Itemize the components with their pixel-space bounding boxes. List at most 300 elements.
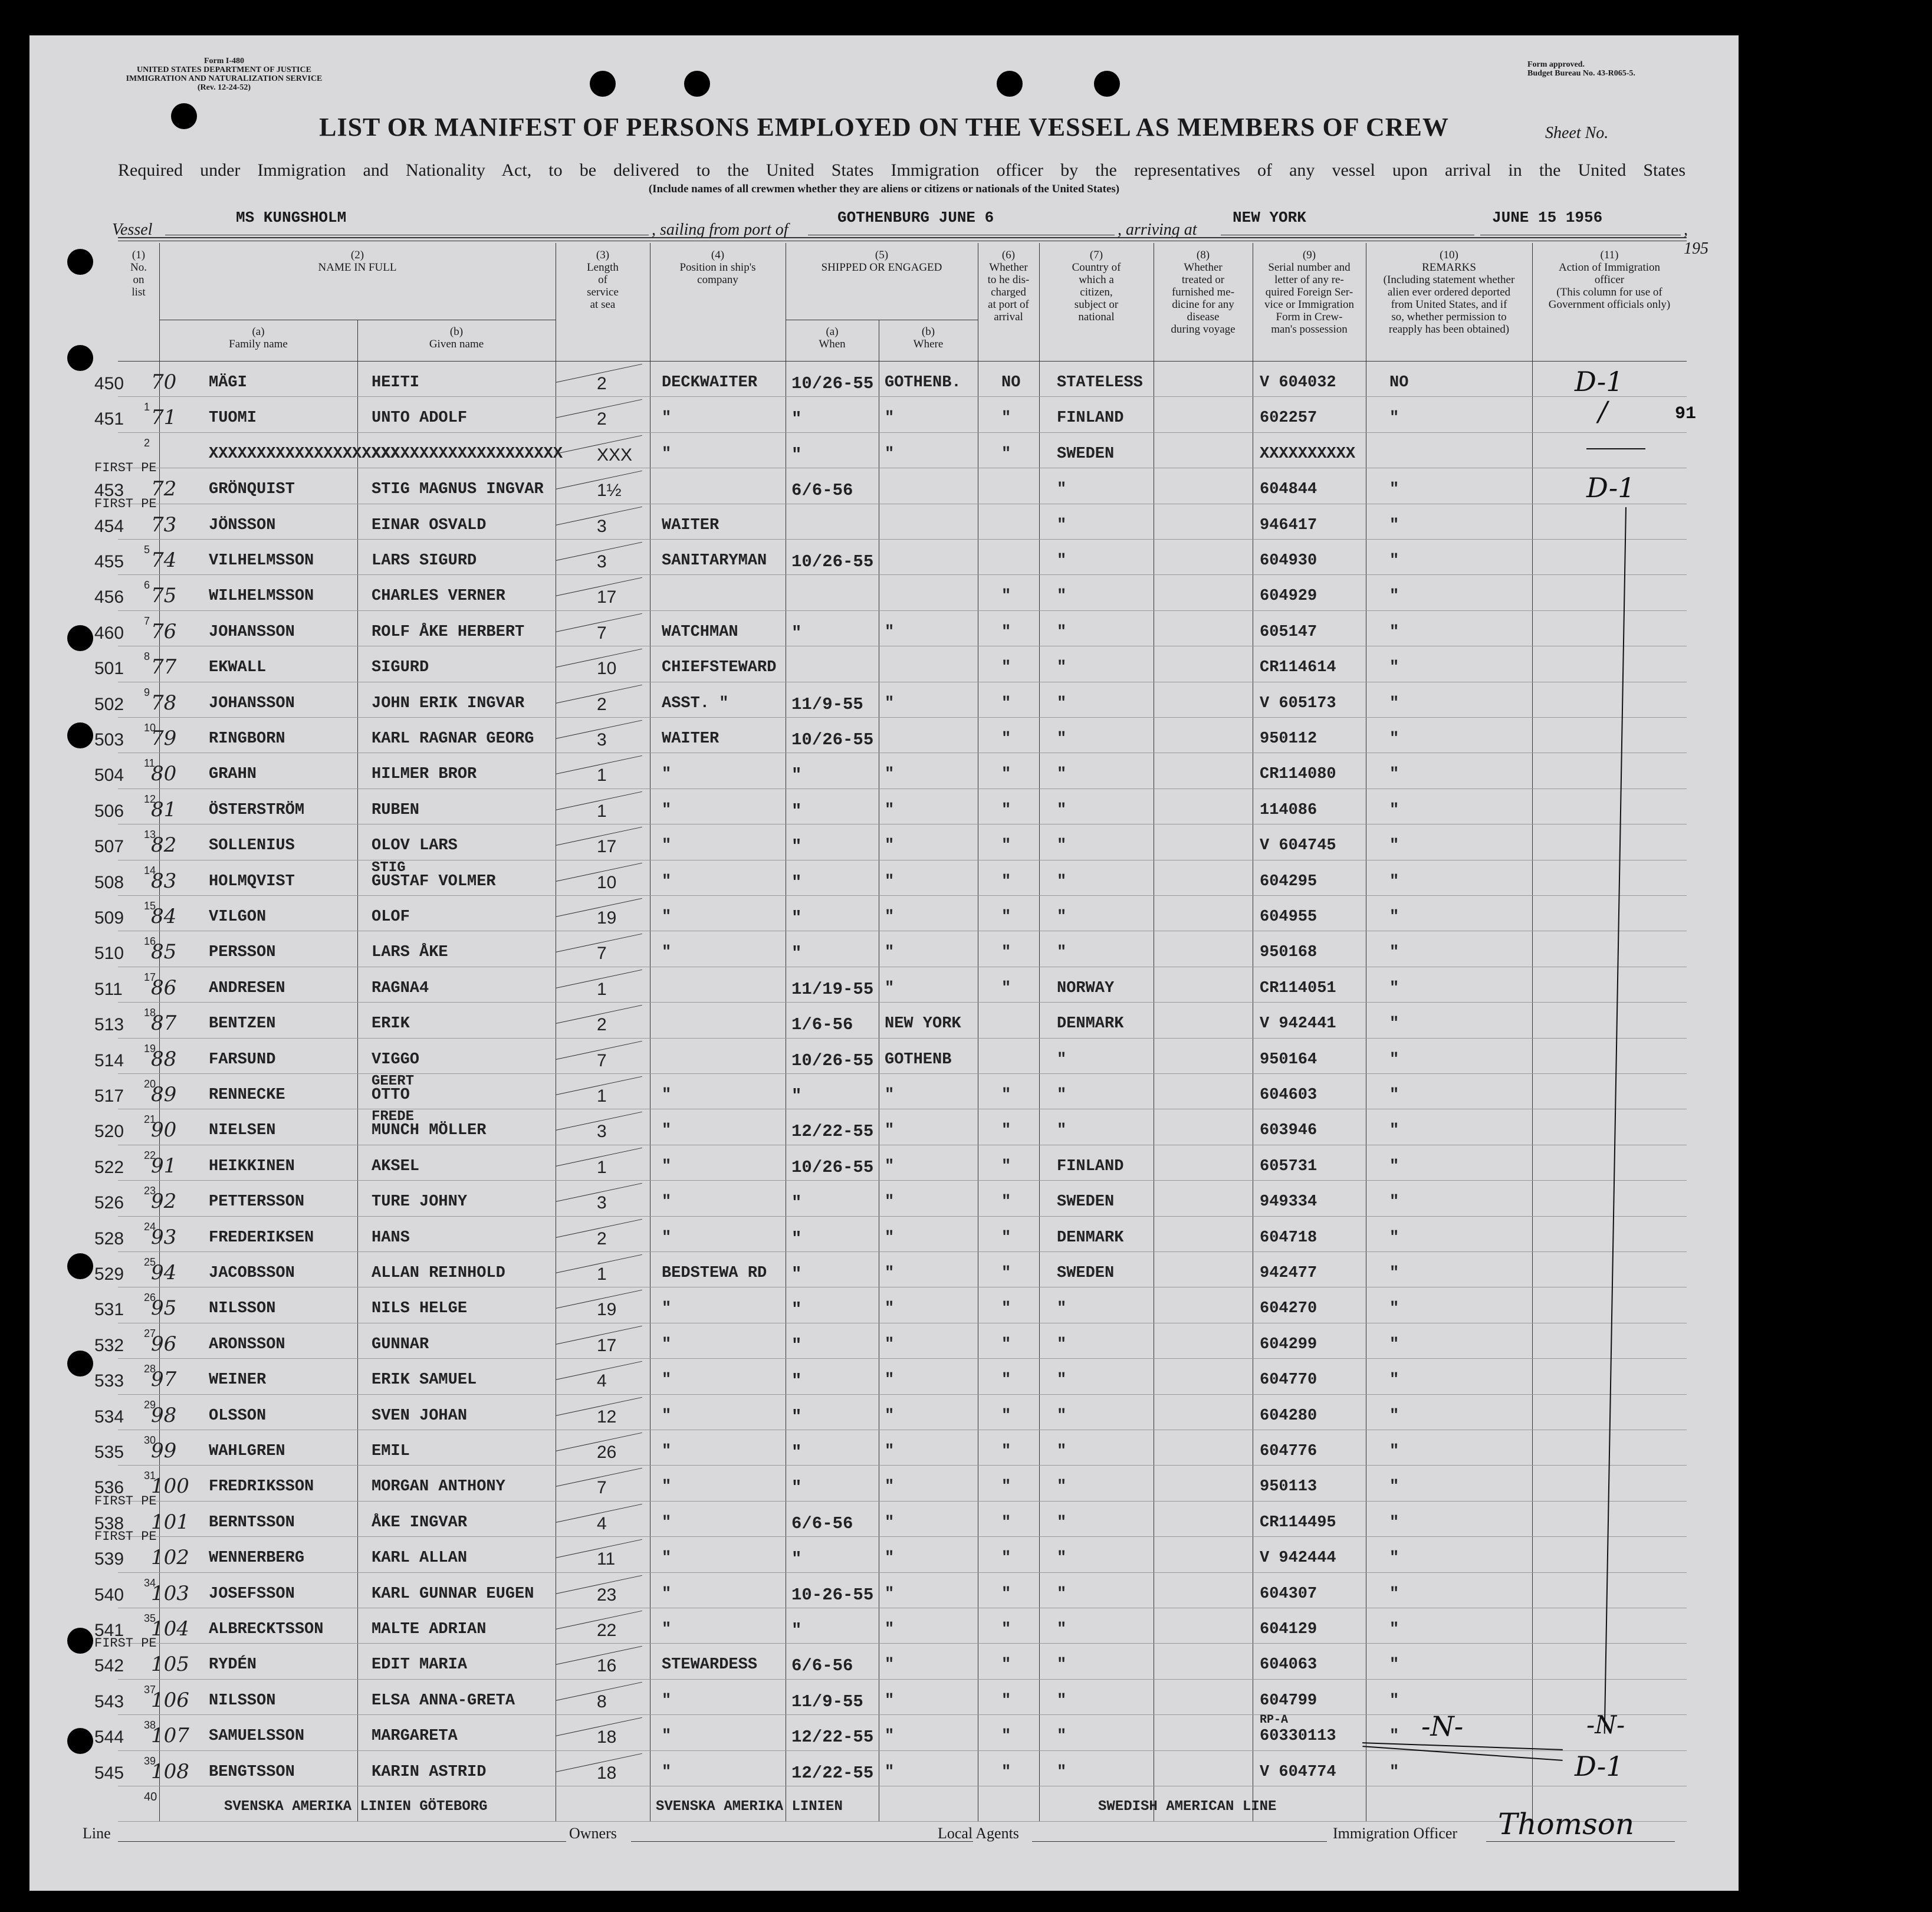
serial-number: 602257 [1260, 409, 1317, 428]
column-header-text: list [132, 286, 146, 298]
length-of-service: 7 [597, 1478, 607, 1498]
row-line-number: 15 [144, 900, 156, 912]
shipped-where: " [885, 979, 895, 997]
row-rule [118, 1394, 1687, 1395]
column-header-text: vice or Immigration [1264, 298, 1354, 311]
punch-hole [1094, 71, 1120, 97]
column-header-text: service [587, 286, 619, 298]
discharged-flag: " [1001, 1086, 1011, 1104]
footer-agents-label: Local Agents [938, 1825, 1019, 1842]
column-header-text: arrival [994, 311, 1023, 323]
discharged-flag: " [1001, 1264, 1011, 1282]
column-header-text: (Including statement whether [1383, 274, 1515, 286]
shipped-where: " [885, 908, 895, 926]
shipped-when: 12/22-55 [791, 1763, 874, 1783]
column-header-text: (10) [1440, 249, 1458, 261]
length-of-service: 17 [597, 587, 617, 607]
given-name: EDIT MARIA [372, 1656, 468, 1674]
given-name: EINAR OSVALD [372, 516, 487, 534]
remarks: " [1389, 659, 1399, 677]
serial-number: V 604774 [1260, 1763, 1336, 1781]
header-rule [118, 361, 1687, 362]
row-rule [118, 1501, 1687, 1502]
given-name: CHARLES VERNER [372, 587, 505, 606]
row-rule [118, 1251, 1687, 1252]
footer-line-label: Line [83, 1825, 111, 1842]
row-line-number: 9 [144, 686, 150, 698]
col-header-given [357, 326, 556, 350]
row-first-pe: FIRST PE [94, 1529, 157, 1545]
country: " [1057, 659, 1067, 677]
col-header-remarks [1366, 249, 1532, 336]
length-of-service: XXX [597, 445, 633, 465]
position-in-company: " [662, 1371, 672, 1389]
position-in-company: " [662, 1691, 672, 1710]
discharged-flag: " [1001, 872, 1011, 891]
discharged-flag: " [1001, 409, 1011, 428]
row-handwritten-number: 93 [151, 1225, 177, 1249]
shipped-where: " [885, 837, 895, 855]
given-name: KARIN ASTRID [372, 1763, 487, 1781]
serial-number: 604930 [1260, 552, 1317, 570]
row-first-pe: FIRST PE [94, 496, 157, 511]
row-line-number: 31 [144, 1470, 156, 1482]
discharged-flag: " [1001, 1513, 1011, 1532]
shipped-when: 11/19-55 [791, 979, 874, 999]
row-line-number: 1 [144, 401, 150, 413]
given-name: LARS ÅKE [372, 944, 448, 962]
shipped-where: " [885, 766, 895, 784]
family-name: SAMUELSSON [209, 1727, 305, 1746]
serial-number: 604955 [1260, 908, 1317, 926]
length-of-service: 1 [597, 766, 607, 786]
row-number: 455 [94, 552, 124, 571]
shipped-where: " [885, 1585, 895, 1603]
length-of-service: 3 [597, 1193, 607, 1213]
shipped-when: " [791, 1371, 802, 1391]
discharged-flag: " [1001, 1585, 1011, 1603]
sailing-port: GOTHENBURG JUNE 6 [837, 209, 994, 226]
column-header-text: Where [913, 338, 944, 350]
shipped-when: 10/26-55 [791, 1050, 874, 1070]
remarks: " [1389, 409, 1399, 428]
form-agency-block: Form I-480 UNITED STATES DEPARTMENT OF JUSTICE IMMIGRATION AND NATURALIZATION SERVICE (Rev. 12-24-52) [126, 57, 323, 92]
shipped-when: " [791, 1228, 802, 1249]
discharged-flag: " [1001, 1300, 1011, 1318]
row-handwritten-number: 73 [151, 513, 177, 537]
family-name: RENNECKE [209, 1086, 285, 1104]
shipped-when: " [791, 409, 802, 429]
punch-hole [67, 1628, 93, 1654]
column-header-text: letter of any re- [1274, 274, 1344, 286]
row-line-number: 8 [144, 651, 150, 663]
serial-number: 946417 [1260, 516, 1317, 534]
shipped-where: " [885, 1621, 895, 1638]
row-number: 522 [94, 1157, 124, 1177]
position-in-company: CHIEFSTEWARD [662, 659, 777, 677]
discharged-flag: " [1001, 1656, 1011, 1674]
column-header-text: (7) [1089, 249, 1103, 261]
row-line-number: 26 [144, 1292, 156, 1304]
serial-number: 950168 [1260, 944, 1317, 962]
family-name: FREDERIKSEN [209, 1228, 314, 1247]
family-name: MÄGI [209, 374, 247, 392]
position-in-company: STEWARDESS [662, 1656, 758, 1674]
column-header-text: reapply has been obtained) [1388, 323, 1510, 336]
row-line-number: 28 [144, 1363, 156, 1375]
serial-number: CR114080 [1260, 766, 1336, 784]
row-handwritten-number: 70 [151, 370, 177, 394]
shipped-where: " [885, 1513, 895, 1532]
length-of-service: 4 [597, 1513, 607, 1533]
position-in-company: " [662, 1228, 672, 1247]
given-name: JOHN ERIK INGVAR [372, 694, 525, 712]
position-in-company: " [662, 837, 672, 855]
row-handwritten-number: 103 [151, 1581, 189, 1605]
given-name: ERIK SAMUEL [372, 1371, 477, 1389]
country: " [1057, 1621, 1067, 1638]
country: " [1057, 1691, 1067, 1710]
given-name: XXXXXXXXXXXXXXXXXXXX [372, 445, 563, 463]
row-number: 539 [94, 1549, 124, 1569]
column-header-text: Whether [989, 261, 1028, 274]
row-handwritten-number: 84 [151, 905, 177, 928]
footer-officer-label: Immigration Officer [1333, 1825, 1458, 1842]
row-handwritten-number: 85 [151, 940, 177, 964]
row-handwritten-number: 90 [151, 1118, 177, 1142]
family-name: PERSSON [209, 944, 276, 962]
discharged-flag: " [1001, 908, 1011, 926]
row-handwritten-number: 86 [151, 975, 177, 1000]
punch-hole [67, 249, 93, 275]
row-number: 509 [94, 908, 124, 928]
row-line-number: 23 [144, 1185, 156, 1197]
family-name: WENNERBERG [209, 1549, 305, 1568]
column-rule [357, 320, 358, 1821]
row-number: 453 [94, 481, 124, 501]
length-of-service: 19 [597, 908, 617, 928]
position-in-company: " [662, 801, 672, 819]
column-header-text: Given name [429, 338, 484, 350]
country: STATELESS [1057, 374, 1143, 392]
shipped-where: " [885, 1691, 895, 1710]
serial-number: 604280 [1260, 1407, 1317, 1425]
shipped-when: " [791, 766, 802, 786]
row-number: 528 [94, 1228, 124, 1249]
row-line-number: 11 [144, 757, 155, 770]
discharged-flag: " [1001, 730, 1011, 748]
given-name: ELSA ANNA-GRETA [372, 1691, 515, 1710]
shipped-where: " [885, 1727, 895, 1746]
punch-hole [67, 625, 93, 651]
row-rule [118, 1358, 1687, 1359]
officer-signature: Thomson [1498, 1807, 1635, 1841]
serial-number: 604770 [1260, 1371, 1317, 1389]
column-header-text: furnished me- [1171, 286, 1235, 298]
column-header-text: from United States, and if [1391, 298, 1507, 311]
position-in-company: " [662, 445, 672, 463]
position-in-company: " [662, 409, 672, 428]
given-name: OLOF [372, 908, 410, 926]
length-of-service: 1 [597, 1086, 607, 1106]
row-line-number: 10 [144, 722, 156, 734]
position-in-company: " [662, 872, 672, 891]
family-name: WEINER [209, 1371, 267, 1389]
shipped-where: NEW YORK [885, 1015, 961, 1033]
row-rule [118, 1465, 1687, 1466]
length-of-service: 1 [597, 979, 607, 999]
serial-number: 604776 [1260, 1443, 1317, 1460]
row-handwritten-number: 98 [151, 1403, 177, 1427]
family-name: ARONSSON [209, 1335, 285, 1353]
column-header-text: Country of [1072, 261, 1121, 274]
country: " [1057, 1513, 1067, 1532]
shipped-when: " [791, 908, 802, 928]
country: " [1057, 1727, 1067, 1746]
family-name: JOSEFSSON [209, 1585, 295, 1603]
serial-number: 942477 [1260, 1264, 1317, 1282]
discharged-flag: " [1001, 587, 1011, 606]
family-name: ÖSTERSTRÖM [209, 801, 305, 819]
column-header-text: charged [991, 286, 1026, 298]
shipped-where: " [885, 1478, 895, 1496]
serial-number: 605731 [1260, 1157, 1317, 1175]
row-number: 501 [94, 659, 124, 679]
row-number: 545 [94, 1763, 124, 1783]
length-of-service: 19 [597, 1300, 617, 1320]
family-name: VILHELMSSON [209, 552, 314, 570]
row-rule [118, 432, 1687, 433]
row-number: 526 [94, 1193, 124, 1213]
shipped-where: " [885, 409, 895, 428]
discharged-flag: " [1001, 659, 1011, 677]
country: " [1057, 1585, 1067, 1603]
row-rule [118, 574, 1687, 575]
arrival-date: JUNE 15 1956 [1492, 209, 1603, 226]
col-header-number [118, 249, 159, 298]
remarks: " [1389, 587, 1399, 606]
row-line-number: 20 [144, 1078, 156, 1090]
row-line-number: 29 [144, 1398, 156, 1411]
row-line-number: 38 [144, 1719, 156, 1732]
row-handwritten-number: 79 [151, 727, 177, 750]
shipped-where: " [885, 1763, 895, 1781]
given-name: RAGNA4 [372, 979, 429, 997]
remarks: " [1389, 1513, 1399, 1532]
length-of-service: 3 [597, 552, 607, 571]
row-line-number: 2 [144, 436, 150, 449]
page-title: LIST OR MANIFEST OF PERSONS EMPLOYED ON THE VESSEL AS MEMBERS OF CREW [319, 113, 1449, 142]
country: " [1057, 1086, 1067, 1104]
position-in-company: " [662, 1086, 672, 1104]
row-handwritten-number: 105 [151, 1653, 189, 1677]
country: " [1057, 1050, 1067, 1069]
given-name: AKSEL [372, 1157, 420, 1175]
length-of-service: 7 [597, 623, 607, 643]
length-of-service: 10 [597, 872, 617, 892]
given-name: HANS [372, 1228, 410, 1247]
row-number: 532 [94, 1335, 124, 1355]
length-of-service: 11 [597, 1549, 616, 1569]
country: " [1057, 1335, 1067, 1353]
row-line-number: 40 [144, 1791, 157, 1803]
row-line-number: 14 [144, 864, 156, 876]
row-rule [118, 1572, 1687, 1573]
family-name: WAHLGREN [209, 1443, 285, 1460]
column-header-text: (3) [596, 249, 610, 261]
row-number: 535 [94, 1443, 124, 1462]
position-in-company: WAITER [662, 516, 719, 534]
row-number: 534 [94, 1407, 124, 1427]
remarks: " [1389, 1727, 1399, 1746]
discharged-flag: " [1001, 1621, 1011, 1638]
shipped-where: " [885, 1656, 895, 1674]
row-handwritten-number: 94 [151, 1261, 177, 1284]
remarks: " [1389, 481, 1399, 499]
row-first-pe: FIRST PE [94, 1493, 157, 1509]
column-header-text: company [697, 274, 738, 286]
country: " [1057, 801, 1067, 819]
country: SWEDEN [1057, 1264, 1115, 1282]
row-line-number: 16 [144, 935, 156, 948]
column-header-text: (This column for use of [1556, 286, 1662, 298]
given-name-line1: GEERT [372, 1073, 415, 1089]
row-number: 507 [94, 837, 124, 857]
discharged-flag: " [1001, 1193, 1011, 1211]
column-header-text: Government officials only) [1548, 298, 1671, 311]
length-of-service: 7 [597, 944, 607, 964]
row-line-number: 12 [144, 793, 156, 805]
country: NORWAY [1057, 979, 1115, 997]
country: " [1057, 1300, 1067, 1318]
col-header-service [556, 249, 650, 311]
column-header-text: national [1078, 311, 1115, 323]
length-of-service: 2 [597, 374, 607, 393]
column-rule [1532, 243, 1533, 1821]
column-header-text: (2) [350, 249, 364, 261]
column-header-text: man's possession [1271, 323, 1348, 336]
row-rule [118, 1073, 1687, 1074]
shipped-where: " [885, 872, 895, 891]
shipped-where: " [885, 623, 895, 641]
remarks: " [1389, 1122, 1399, 1140]
shipped-where: " [885, 1371, 895, 1389]
punch-hole [67, 345, 93, 371]
col-header-treated [1154, 249, 1253, 336]
family-name: GRÖNQUIST [209, 481, 295, 499]
row-number: 450 [94, 374, 124, 393]
shipped-where: " [885, 1443, 895, 1460]
country: SWEDEN [1057, 445, 1115, 463]
column-header-text: (5) [875, 249, 889, 261]
country: DENMARK [1057, 1015, 1124, 1033]
column-header-text: on [133, 274, 144, 286]
given-name: LARS SIGURD [372, 552, 477, 570]
discharged-flag: " [1001, 1478, 1011, 1496]
col-header-when [786, 326, 879, 350]
shipped-where: " [885, 1264, 895, 1282]
given-name: KARL GUNNAR EUGEN [372, 1585, 534, 1603]
serial-number: 605147 [1260, 623, 1317, 641]
shipped-where: " [885, 1193, 895, 1211]
col-header-name [159, 249, 556, 274]
position-in-company: " [662, 1407, 672, 1425]
position-in-company: " [662, 1478, 672, 1496]
row-line-number: 7 [144, 615, 150, 627]
shipped-when: 12/22-55 [791, 1727, 874, 1747]
serial-number: CR114495 [1260, 1513, 1336, 1532]
shipped-when: " [791, 801, 802, 821]
country: FINLAND [1057, 409, 1124, 428]
column-header-text: at sea [590, 298, 616, 311]
row-number: 531 [94, 1300, 124, 1320]
annotation-d1-bottom: D-1 [1575, 1750, 1624, 1782]
column-rule [1039, 243, 1040, 1821]
family-name: JÖNSSON [209, 516, 276, 534]
position-in-company: " [662, 1335, 672, 1353]
row-handwritten-number: 97 [151, 1368, 177, 1392]
row-handwritten-number: 71 [151, 406, 177, 430]
row-handwritten-number: 91 [151, 1154, 177, 1178]
row-line-number: 34 [144, 1576, 156, 1589]
serial-number: 604063 [1260, 1656, 1317, 1674]
given-name: KARL ALLAN [372, 1549, 468, 1568]
row-handwritten-number: 107 [151, 1724, 189, 1748]
punch-hole [67, 1253, 93, 1279]
shipped-where: " [885, 944, 895, 962]
row-number: 541 [94, 1621, 124, 1640]
shipped-when: " [791, 837, 802, 857]
column-header-text: disease [1187, 311, 1220, 323]
country: " [1057, 1371, 1067, 1389]
discharged-flag: " [1001, 1727, 1011, 1746]
shipped-when: " [791, 1621, 802, 1640]
col-header-family [159, 326, 357, 350]
position-in-company: " [662, 1727, 672, 1746]
punch-hole [67, 1728, 93, 1754]
remarks: " [1389, 516, 1399, 534]
country: " [1057, 1656, 1067, 1674]
row-number: 503 [94, 730, 124, 750]
column-header-text: subject or [1074, 298, 1119, 311]
shipped-where: " [885, 1335, 895, 1353]
row-number: 454 [94, 516, 124, 536]
discharged-flag: " [1001, 1763, 1011, 1781]
column-header-text: (a) [252, 326, 265, 338]
discharged-flag: NO [1001, 374, 1021, 392]
footer-owners-label: Owners [569, 1825, 617, 1842]
column-header-text: Serial number and [1268, 261, 1351, 274]
country: " [1057, 1478, 1067, 1496]
remarks: " [1389, 1050, 1399, 1069]
family-name: FREDRIKSSON [209, 1478, 314, 1496]
serial-number: 604299 [1260, 1335, 1317, 1353]
discharged-flag: " [1001, 1335, 1011, 1353]
row-number: 517 [94, 1086, 124, 1106]
row-rule [118, 1536, 1687, 1537]
row-line-number: 27 [144, 1327, 156, 1339]
family-name: PETTERSSON [209, 1193, 305, 1211]
shipped-when: 6/6-56 [791, 1656, 853, 1676]
serial-number: V 604032 [1260, 374, 1336, 392]
country: " [1057, 1763, 1067, 1781]
country: " [1057, 1122, 1067, 1140]
shipped-where: " [885, 694, 895, 712]
row-line-number: 30 [144, 1434, 156, 1446]
serial-number: 604929 [1260, 587, 1317, 606]
shipped-when: 11/9-55 [791, 694, 863, 714]
shipped-when: 6/6-56 [791, 1513, 853, 1533]
